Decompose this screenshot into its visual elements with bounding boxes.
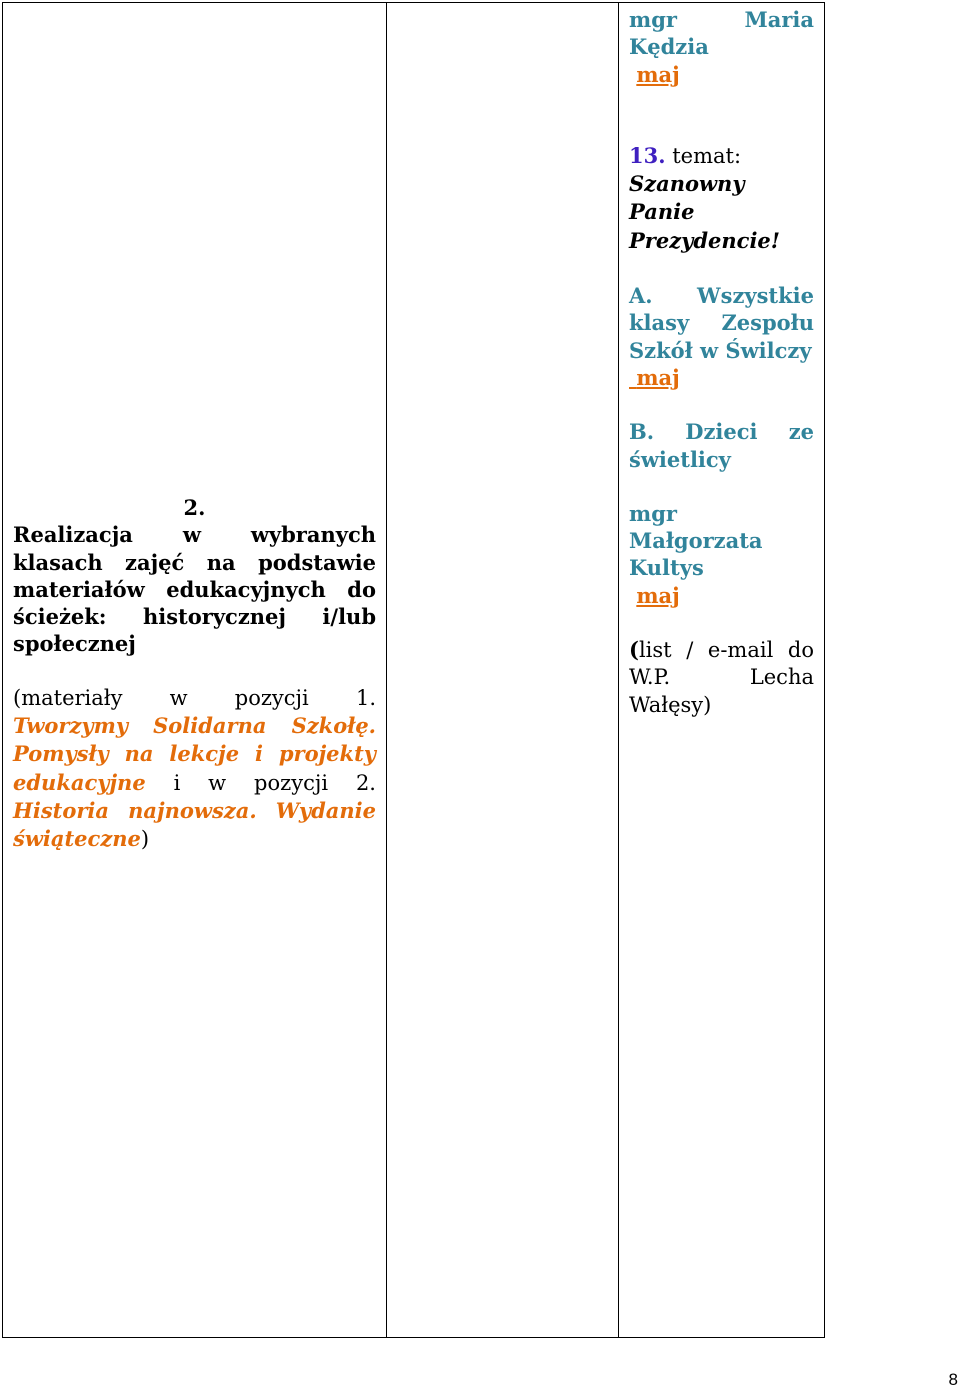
author-2 — [629, 500, 814, 582]
activity-cell — [3, 3, 387, 1338]
topic-title: Szanowny Panie Prezydencie! — [629, 171, 780, 253]
author-1-title: mgr — [629, 7, 677, 32]
item-number: 2. — [183, 495, 206, 520]
topic-number: 13. — [629, 142, 666, 168]
materials-note-prefix: (materiały w pozycji 1. — [13, 685, 376, 710]
letter-note — [629, 636, 814, 719]
month-3: maj — [636, 582, 680, 608]
month-1: maj — [636, 61, 680, 87]
empty-cell — [387, 3, 619, 1338]
author-1-name: Maria Kędzia — [629, 7, 814, 60]
group-a: A. Wszystkie klasy Zespołu Szkół w Świlczy — [629, 283, 814, 363]
topic-label: temat: — [672, 143, 742, 168]
materials-note-suffix: ) — [140, 827, 150, 852]
author-2-title: mgr — [629, 500, 677, 526]
details-cell — [619, 3, 825, 1338]
page-number: 8 — [948, 1370, 958, 1389]
activity-heading: Realizacja w wybranych klasach zajęć na podstawie materiałów edukacyjnych do ścieżek: historycznej i/lub społecznej — [13, 522, 376, 657]
letter-note-text: list / e-mail do W.P. Lecha Wałęsy) — [629, 638, 814, 717]
author-2-name: Małgorzata Kultys — [629, 528, 763, 581]
material-title-1: Tworzymy Solidarna Szkołę. Pomysły na lekcje i projekty edukacyjne — [13, 713, 376, 795]
schedule-table — [2, 2, 825, 1338]
material-title-2: Historia najnowsza. Wydanie świąteczne — [13, 797, 376, 852]
topic — [629, 142, 814, 255]
materials-note — [13, 685, 376, 854]
materials-note-mid: i w pozycji 2. — [173, 770, 376, 795]
group-b: B. Dzieci ze świetlicy — [629, 419, 814, 472]
author-1 — [629, 6, 814, 61]
letter-note-open: ( — [629, 637, 639, 663]
month-2: maj — [636, 364, 680, 390]
